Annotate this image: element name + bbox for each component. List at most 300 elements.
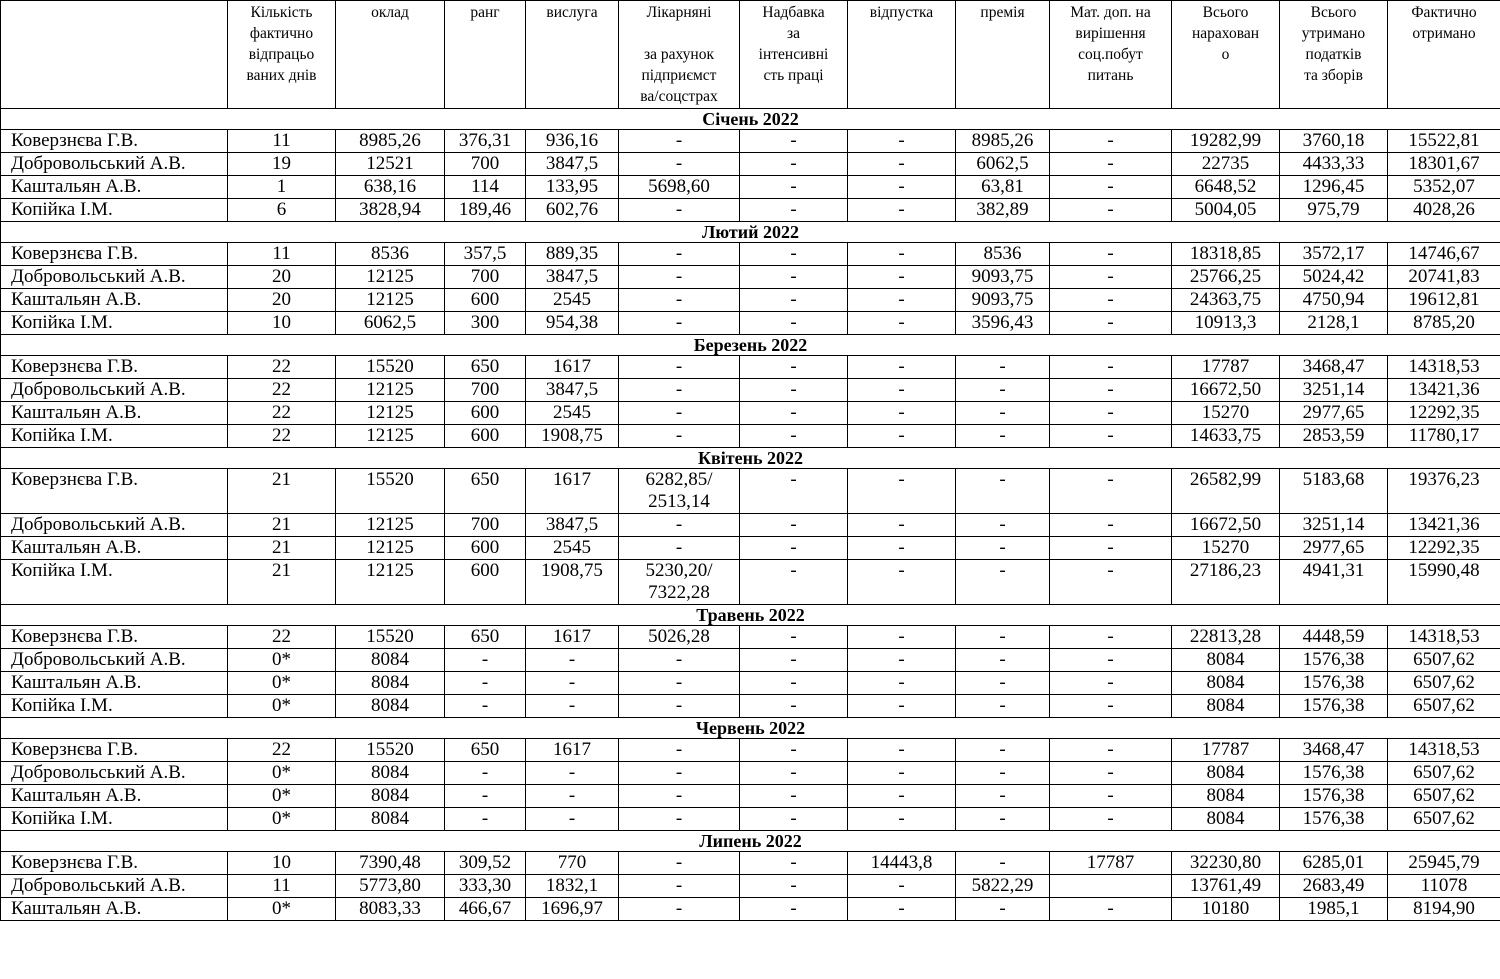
header-cell-days: Кількість фактично відпрацьо ваних днів bbox=[228, 1, 336, 109]
table-cell: 12292,35 bbox=[1388, 402, 1500, 425]
employee-name-cell: Копійка І.М. bbox=[1, 560, 228, 605]
table-cell: 3847,5 bbox=[526, 153, 619, 176]
table-cell: 6062,5 bbox=[956, 153, 1050, 176]
header-cell-name bbox=[1, 1, 228, 109]
table-cell: 1576,38 bbox=[1280, 762, 1388, 785]
table-cell: 17787 bbox=[1050, 852, 1172, 875]
table-cell: 357,5 bbox=[445, 243, 526, 266]
table-cell: 6507,62 bbox=[1388, 649, 1500, 672]
table-cell: 8083,33 bbox=[336, 898, 445, 921]
employee-name-cell: Коверзнєва Г.В. bbox=[1, 243, 228, 266]
table-cell: 0* bbox=[228, 762, 336, 785]
table-cell: - bbox=[740, 425, 848, 448]
table-cell: 700 bbox=[445, 266, 526, 289]
table-cell: - bbox=[1050, 289, 1172, 312]
table-cell: - bbox=[848, 312, 956, 335]
header-cell-vacation: відпустка bbox=[848, 1, 956, 109]
table-row bbox=[1, 672, 1500, 695]
table-cell: - bbox=[619, 808, 740, 831]
table-cell: - bbox=[1050, 243, 1172, 266]
table-cell: 8536 bbox=[956, 243, 1050, 266]
table-cell: 1576,38 bbox=[1280, 785, 1388, 808]
employee-name-cell: Каштальян А.В. bbox=[1, 672, 228, 695]
table-cell: - bbox=[526, 649, 619, 672]
table-cell: - bbox=[1050, 379, 1172, 402]
table-cell: - bbox=[740, 898, 848, 921]
table-cell: - bbox=[740, 560, 848, 605]
employee-name-cell: Добровольський А.В. bbox=[1, 266, 228, 289]
header-cell-total-accrued: Всього нарахован о bbox=[1172, 1, 1280, 109]
table-cell: 3760,18 bbox=[1280, 130, 1388, 153]
table-cell: 5004,05 bbox=[1172, 199, 1280, 222]
table-cell: 8084 bbox=[336, 762, 445, 785]
table-cell: 16672,50 bbox=[1172, 514, 1280, 537]
table-cell: 9093,75 bbox=[956, 289, 1050, 312]
table-cell: - bbox=[848, 898, 956, 921]
table-cell: 133,95 bbox=[526, 176, 619, 199]
table-cell: - bbox=[619, 153, 740, 176]
table-cell: - bbox=[1050, 130, 1172, 153]
table-cell: 650 bbox=[445, 739, 526, 762]
table-cell: 5183,68 bbox=[1280, 469, 1388, 514]
table-cell: 2545 bbox=[526, 289, 619, 312]
table-cell: - bbox=[848, 266, 956, 289]
month-header-row bbox=[1, 605, 1500, 626]
month-title: Червень 2022 bbox=[1, 718, 1500, 739]
table-cell: 1617 bbox=[526, 356, 619, 379]
table-cell: 32230,80 bbox=[1172, 852, 1280, 875]
table-cell: 8785,20 bbox=[1388, 312, 1500, 335]
table-cell: - bbox=[848, 785, 956, 808]
table-cell: - bbox=[619, 852, 740, 875]
table-cell: 6507,62 bbox=[1388, 808, 1500, 831]
month-header-row bbox=[1, 448, 1500, 469]
table-cell: - bbox=[619, 695, 740, 718]
table-cell: 1908,75 bbox=[526, 425, 619, 448]
header-cell-bonus: премія bbox=[956, 1, 1050, 109]
table-cell: - bbox=[956, 425, 1050, 448]
table-cell: - bbox=[619, 762, 740, 785]
table-cell: 3572,17 bbox=[1280, 243, 1388, 266]
table-cell: 6507,62 bbox=[1388, 672, 1500, 695]
table-cell: 8536 bbox=[336, 243, 445, 266]
header-cell-sick-leave: Лікарняні за рахунок підприємст ва/соцстрах bbox=[619, 1, 740, 109]
table-cell: 12125 bbox=[336, 402, 445, 425]
table-cell: 8084 bbox=[1172, 762, 1280, 785]
table-cell: 6282,85/ 2513,14 bbox=[619, 469, 740, 514]
table-cell: 12125 bbox=[336, 379, 445, 402]
employee-name-cell: Коверзнєва Г.В. bbox=[1, 130, 228, 153]
table-cell: 936,16 bbox=[526, 130, 619, 153]
table-cell: 13421,36 bbox=[1388, 379, 1500, 402]
table-cell: - bbox=[526, 785, 619, 808]
table-cell: 600 bbox=[445, 560, 526, 605]
table-cell: 2545 bbox=[526, 537, 619, 560]
table-row bbox=[1, 469, 1500, 514]
table-row bbox=[1, 356, 1500, 379]
table-cell: - bbox=[619, 537, 740, 560]
month-title: Січень 2022 bbox=[1, 109, 1500, 130]
month-title: Квітень 2022 bbox=[1, 448, 1500, 469]
table-cell: 19376,23 bbox=[1388, 469, 1500, 514]
table-cell: 16672,50 bbox=[1172, 379, 1280, 402]
table-cell: - bbox=[619, 289, 740, 312]
table-cell: - bbox=[848, 153, 956, 176]
employee-name-cell: Коверзнєва Г.В. bbox=[1, 739, 228, 762]
table-cell: - bbox=[956, 379, 1050, 402]
employee-name-cell: Коверзнєва Г.В. bbox=[1, 626, 228, 649]
table-cell: - bbox=[848, 289, 956, 312]
table-cell: 1908,75 bbox=[526, 560, 619, 605]
table-cell: - bbox=[740, 356, 848, 379]
table-row bbox=[1, 762, 1500, 785]
table-cell: 6507,62 bbox=[1388, 695, 1500, 718]
table-cell: - bbox=[740, 649, 848, 672]
table-cell: 10180 bbox=[1172, 898, 1280, 921]
table-cell: 0* bbox=[228, 808, 336, 831]
table-cell: 1985,1 bbox=[1280, 898, 1388, 921]
table-cell: - bbox=[1050, 739, 1172, 762]
table-cell: 6507,62 bbox=[1388, 785, 1500, 808]
table-cell: 3251,14 bbox=[1280, 379, 1388, 402]
table-cell: 18318,85 bbox=[1172, 243, 1280, 266]
table-cell: - bbox=[740, 762, 848, 785]
table-cell: 21 bbox=[228, 514, 336, 537]
table-cell: 638,16 bbox=[336, 176, 445, 199]
table-cell: - bbox=[619, 402, 740, 425]
table-cell: - bbox=[956, 649, 1050, 672]
table-cell: 22813,28 bbox=[1172, 626, 1280, 649]
table-cell: - bbox=[740, 695, 848, 718]
table-cell: 63,81 bbox=[956, 176, 1050, 199]
table-cell: - bbox=[848, 626, 956, 649]
table-cell: - bbox=[1050, 785, 1172, 808]
table-cell: 0* bbox=[228, 672, 336, 695]
table-cell: 6648,52 bbox=[1172, 176, 1280, 199]
table-cell: 12125 bbox=[336, 514, 445, 537]
employee-name-cell: Добровольський А.В. bbox=[1, 153, 228, 176]
table-cell: - bbox=[740, 379, 848, 402]
table-cell: - bbox=[619, 785, 740, 808]
table-cell: - bbox=[526, 695, 619, 718]
table-row bbox=[1, 852, 1500, 875]
table-cell: 1 bbox=[228, 176, 336, 199]
table-cell: 14318,53 bbox=[1388, 739, 1500, 762]
employee-name-cell: Каштальян А.В. bbox=[1, 176, 228, 199]
table-cell: 8084 bbox=[336, 785, 445, 808]
table-cell: - bbox=[956, 356, 1050, 379]
table-cell: - bbox=[956, 762, 1050, 785]
table-cell: 14318,53 bbox=[1388, 626, 1500, 649]
table-cell: 700 bbox=[445, 379, 526, 402]
table-body bbox=[1, 109, 1500, 921]
table-cell: 333,30 bbox=[445, 875, 526, 898]
table-cell: 15270 bbox=[1172, 402, 1280, 425]
table-cell: 8084 bbox=[1172, 808, 1280, 831]
table-cell: 1832,1 bbox=[526, 875, 619, 898]
table-cell: 600 bbox=[445, 537, 526, 560]
table-cell: 20741,83 bbox=[1388, 266, 1500, 289]
table-cell: 300 bbox=[445, 312, 526, 335]
table-cell: - bbox=[848, 808, 956, 831]
table-cell: - bbox=[956, 898, 1050, 921]
table-cell: 4433,33 bbox=[1280, 153, 1388, 176]
table-cell: - bbox=[619, 672, 740, 695]
table-cell: 19 bbox=[228, 153, 336, 176]
table-cell: - bbox=[848, 176, 956, 199]
table-cell: - bbox=[740, 514, 848, 537]
employee-name-cell: Коверзнєва Г.В. bbox=[1, 852, 228, 875]
table-row bbox=[1, 153, 1500, 176]
table-cell: 13761,49 bbox=[1172, 875, 1280, 898]
table-cell: 8084 bbox=[1172, 695, 1280, 718]
table-cell: - bbox=[1050, 695, 1172, 718]
table-cell: 4750,94 bbox=[1280, 289, 1388, 312]
table-cell: - bbox=[956, 808, 1050, 831]
table-cell: 1617 bbox=[526, 739, 619, 762]
table-cell: - bbox=[848, 560, 956, 605]
employee-name-cell: Каштальян А.В. bbox=[1, 537, 228, 560]
table-cell: 21 bbox=[228, 469, 336, 514]
table-cell: 22 bbox=[228, 425, 336, 448]
table-cell: 10913,3 bbox=[1172, 312, 1280, 335]
table-cell: 4941,31 bbox=[1280, 560, 1388, 605]
table-cell: 15522,81 bbox=[1388, 130, 1500, 153]
table-row bbox=[1, 649, 1500, 672]
table-row bbox=[1, 785, 1500, 808]
table-cell: 4448,59 bbox=[1280, 626, 1388, 649]
table-cell: - bbox=[1050, 898, 1172, 921]
table-cell: - bbox=[619, 514, 740, 537]
table-cell: 20 bbox=[228, 289, 336, 312]
table-cell: - bbox=[740, 266, 848, 289]
table-cell: - bbox=[740, 402, 848, 425]
table-cell: - bbox=[1050, 176, 1172, 199]
employee-name-cell: Добровольський А.В. bbox=[1, 514, 228, 537]
employee-name-cell: Каштальян А.В. bbox=[1, 898, 228, 921]
table-cell: 25766,25 bbox=[1172, 266, 1280, 289]
table-cell: 466,67 bbox=[445, 898, 526, 921]
table-cell: 14318,53 bbox=[1388, 356, 1500, 379]
table-cell: 19612,81 bbox=[1388, 289, 1500, 312]
table-cell: 11 bbox=[228, 130, 336, 153]
table-cell: - bbox=[848, 649, 956, 672]
employee-name-cell: Коверзнєва Г.В. bbox=[1, 356, 228, 379]
table-cell: 8084 bbox=[336, 672, 445, 695]
table-cell: 21 bbox=[228, 537, 336, 560]
employee-name-cell: Добровольський А.В. bbox=[1, 379, 228, 402]
month-title: Березень 2022 bbox=[1, 335, 1500, 356]
employee-name-cell: Копійка І.М. bbox=[1, 312, 228, 335]
employee-name-cell: Копійка І.М. bbox=[1, 199, 228, 222]
table-cell: 12125 bbox=[336, 537, 445, 560]
table-cell: - bbox=[848, 356, 956, 379]
table-cell: 1576,38 bbox=[1280, 695, 1388, 718]
table-cell: 12125 bbox=[336, 266, 445, 289]
table-cell: 15520 bbox=[336, 356, 445, 379]
table-cell: - bbox=[848, 875, 956, 898]
table-cell: 8084 bbox=[336, 649, 445, 672]
table-cell: - bbox=[1050, 425, 1172, 448]
table-cell: 3468,47 bbox=[1280, 739, 1388, 762]
table-cell: 2977,65 bbox=[1280, 537, 1388, 560]
table-cell: - bbox=[848, 695, 956, 718]
table-cell: - bbox=[1050, 199, 1172, 222]
table-cell: - bbox=[619, 379, 740, 402]
table-cell: - bbox=[740, 176, 848, 199]
table-cell: 22 bbox=[228, 402, 336, 425]
month-title: Травень 2022 bbox=[1, 605, 1500, 626]
table-cell: - bbox=[1050, 266, 1172, 289]
table-cell: 14633,75 bbox=[1172, 425, 1280, 448]
table-cell: - bbox=[619, 739, 740, 762]
table-cell: 700 bbox=[445, 514, 526, 537]
table-cell: - bbox=[445, 695, 526, 718]
table-cell: 11078 bbox=[1388, 875, 1500, 898]
table-cell: - bbox=[1050, 153, 1172, 176]
table-cell: - bbox=[956, 739, 1050, 762]
employee-name-cell: Копійка І.М. bbox=[1, 808, 228, 831]
month-title: Липень 2022 bbox=[1, 831, 1500, 852]
table-cell: 1576,38 bbox=[1280, 808, 1388, 831]
table-cell: 26582,99 bbox=[1172, 469, 1280, 514]
table-cell: 15520 bbox=[336, 469, 445, 514]
table-cell: 10 bbox=[228, 312, 336, 335]
table-cell: 14443,8 bbox=[848, 852, 956, 875]
table-cell: 24363,75 bbox=[1172, 289, 1280, 312]
table-cell: 600 bbox=[445, 289, 526, 312]
table-cell: 114 bbox=[445, 176, 526, 199]
table-cell: 3828,94 bbox=[336, 199, 445, 222]
table-row bbox=[1, 626, 1500, 649]
table-cell: - bbox=[619, 243, 740, 266]
table-cell: 3847,5 bbox=[526, 514, 619, 537]
header-cell-salary: оклад bbox=[336, 1, 445, 109]
table-cell: 12521 bbox=[336, 153, 445, 176]
table-cell: - bbox=[445, 649, 526, 672]
table-cell: 11780,17 bbox=[1388, 425, 1500, 448]
table-cell: 650 bbox=[445, 356, 526, 379]
table-row bbox=[1, 243, 1500, 266]
table-cell: - bbox=[619, 266, 740, 289]
table-cell: - bbox=[740, 626, 848, 649]
employee-name-cell: Добровольський А.В. bbox=[1, 762, 228, 785]
header-row bbox=[1, 1, 1500, 109]
table-cell: 0* bbox=[228, 898, 336, 921]
table-row bbox=[1, 808, 1500, 831]
table-cell: - bbox=[445, 672, 526, 695]
table-cell: - bbox=[445, 762, 526, 785]
table-cell: 2977,65 bbox=[1280, 402, 1388, 425]
table-cell: - bbox=[740, 130, 848, 153]
table-cell: 22 bbox=[228, 379, 336, 402]
table-cell: 17787 bbox=[1172, 356, 1280, 379]
table-cell: 25945,79 bbox=[1388, 852, 1500, 875]
table-cell: 770 bbox=[526, 852, 619, 875]
table-cell: 9093,75 bbox=[956, 266, 1050, 289]
table-cell: 954,38 bbox=[526, 312, 619, 335]
table-cell: 5698,60 bbox=[619, 176, 740, 199]
table-cell: - bbox=[848, 672, 956, 695]
table-cell: - bbox=[956, 672, 1050, 695]
table-cell: - bbox=[848, 537, 956, 560]
employee-name-cell: Каштальян А.В. bbox=[1, 785, 228, 808]
month-title: Лютий 2022 bbox=[1, 222, 1500, 243]
table-cell: - bbox=[956, 469, 1050, 514]
table-cell: 15520 bbox=[336, 739, 445, 762]
table-cell: 17787 bbox=[1172, 739, 1280, 762]
month-header-row bbox=[1, 335, 1500, 356]
table-cell: - bbox=[956, 785, 1050, 808]
table-cell: 15990,48 bbox=[1388, 560, 1500, 605]
table-cell: - bbox=[1050, 537, 1172, 560]
table-row bbox=[1, 312, 1500, 335]
table-cell: 5026,28 bbox=[619, 626, 740, 649]
table-cell: 5352,07 bbox=[1388, 176, 1500, 199]
table-cell: 14746,67 bbox=[1388, 243, 1500, 266]
table-cell: 700 bbox=[445, 153, 526, 176]
table-cell: - bbox=[445, 785, 526, 808]
table-cell: 15270 bbox=[1172, 537, 1280, 560]
table-cell: 19282,99 bbox=[1172, 130, 1280, 153]
table-cell: 376,31 bbox=[445, 130, 526, 153]
table-row bbox=[1, 695, 1500, 718]
table-cell: - bbox=[1050, 469, 1172, 514]
table-cell: 13421,36 bbox=[1388, 514, 1500, 537]
table-row bbox=[1, 402, 1500, 425]
table-cell: - bbox=[740, 785, 848, 808]
table-cell: 5230,20/ 7322,28 bbox=[619, 560, 740, 605]
header-cell-material-aid: Мат. доп. на вирішення соц.побут питань bbox=[1050, 1, 1172, 109]
table-cell: - bbox=[848, 199, 956, 222]
table-cell: - bbox=[445, 808, 526, 831]
month-header-row bbox=[1, 831, 1500, 852]
table-cell: - bbox=[956, 626, 1050, 649]
table-cell: 2853,59 bbox=[1280, 425, 1388, 448]
table-cell: - bbox=[956, 852, 1050, 875]
table-cell: 8084 bbox=[1172, 785, 1280, 808]
table-cell: 600 bbox=[445, 425, 526, 448]
table-cell: 11 bbox=[228, 875, 336, 898]
table-cell: 2545 bbox=[526, 402, 619, 425]
table-cell: 20 bbox=[228, 266, 336, 289]
table-cell: - bbox=[848, 243, 956, 266]
table-cell: 8084 bbox=[1172, 672, 1280, 695]
table-cell: - bbox=[619, 649, 740, 672]
table-cell: 189,46 bbox=[445, 199, 526, 222]
table-cell: 1576,38 bbox=[1280, 672, 1388, 695]
table-cell: - bbox=[619, 130, 740, 153]
table-cell: - bbox=[619, 425, 740, 448]
table-cell: 27186,23 bbox=[1172, 560, 1280, 605]
table-cell: - bbox=[740, 312, 848, 335]
table-cell: - bbox=[619, 199, 740, 222]
table-cell: - bbox=[1050, 808, 1172, 831]
table-cell: 1696,97 bbox=[526, 898, 619, 921]
table-cell: - bbox=[619, 312, 740, 335]
header-cell-total-withheld: Всього утримано податків та зборів bbox=[1280, 1, 1388, 109]
table-cell: 15520 bbox=[336, 626, 445, 649]
table-cell: 6 bbox=[228, 199, 336, 222]
table-cell: 22 bbox=[228, 739, 336, 762]
employee-name-cell: Добровольський А.В. bbox=[1, 649, 228, 672]
table-cell: - bbox=[1050, 356, 1172, 379]
table-cell: - bbox=[956, 560, 1050, 605]
table-cell: 382,89 bbox=[956, 199, 1050, 222]
table-cell: 0* bbox=[228, 649, 336, 672]
table-row bbox=[1, 176, 1500, 199]
table-row bbox=[1, 560, 1500, 605]
